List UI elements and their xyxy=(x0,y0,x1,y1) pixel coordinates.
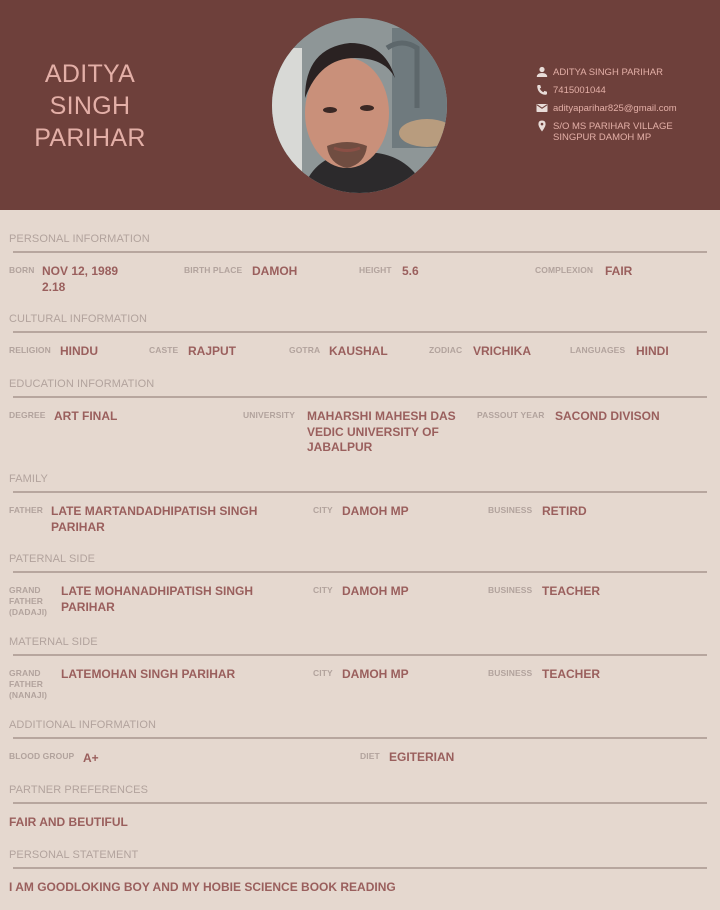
value-maternal-city: DAMOH MP xyxy=(342,667,409,681)
name-line-last: PARIHAR xyxy=(34,124,146,152)
contact-phone-row xyxy=(536,84,716,96)
value-religion: HINDU xyxy=(60,344,98,358)
contact-phone[interactable]: 7415001044 xyxy=(553,85,606,96)
label-gotra: GOTRA xyxy=(289,345,321,355)
university-line-3: JABALPUR xyxy=(307,440,373,454)
person-icon xyxy=(536,66,548,78)
label-religion: RELIGION xyxy=(9,345,51,355)
divider-cultural xyxy=(13,331,707,333)
label-complexion: COMPLEXION xyxy=(535,265,594,275)
profile-photo xyxy=(272,18,447,193)
value-family-business: RETIRD xyxy=(542,504,587,518)
father-line-1: LATE MARTANDADHIPATISH SINGH xyxy=(51,504,258,518)
section-title-maternal: MATERNAL SIDE xyxy=(9,636,98,648)
value-height: 5.6 xyxy=(402,264,419,278)
label-family-city: CITY xyxy=(313,505,333,515)
paternal-label-line-2: FATHER xyxy=(9,596,43,606)
paternal-label-line-3: (DADAJI) xyxy=(9,607,48,617)
label-birth-place: BIRTH PLACE xyxy=(184,265,243,275)
label-zodiac: ZODIAC xyxy=(429,345,463,355)
label-blood-group: BLOOD GROUP xyxy=(9,751,75,761)
section-title-cultural: CULTURAL INFORMATION xyxy=(9,313,148,325)
value-born xyxy=(42,264,118,295)
profile-photo-illustration xyxy=(272,18,447,193)
label-caste: CASTE xyxy=(149,345,179,355)
value-paternal-business: TEACHER xyxy=(542,584,601,598)
paternal-gf-line-1: LATE MOHANADHIPATISH SINGH xyxy=(61,584,253,598)
divider-family xyxy=(13,491,707,493)
value-gotra: KAUSHAL xyxy=(329,344,388,358)
label-height: HEIGHT xyxy=(359,265,392,275)
university-line-2: VEDIC UNIVERSITY OF xyxy=(307,424,439,439)
section-title-personal: PERSONAL INFORMATION xyxy=(9,233,150,245)
divider-partner xyxy=(13,802,707,804)
divider-additional xyxy=(13,737,707,739)
value-university xyxy=(307,409,456,456)
maternal-label-line-3: (NANAJI) xyxy=(9,690,48,700)
label-born: BORN xyxy=(9,265,35,275)
contact-name-row xyxy=(536,66,716,78)
maternal-label-line-1: GRAND xyxy=(9,668,41,678)
divider-paternal xyxy=(13,571,707,573)
contact-email[interactable]: adityaparihar825@gmail.com xyxy=(553,103,677,114)
value-father xyxy=(51,504,257,535)
maternal-label-line-2: FATHER xyxy=(9,679,43,689)
value-birth-place: DAMOH xyxy=(252,264,298,278)
address-line-1: S/O MS PARIHAR VILLAGE xyxy=(553,121,673,132)
section-title-family: FAMILY xyxy=(9,473,48,485)
location-pin-icon xyxy=(536,120,548,132)
value-languages: HINDI xyxy=(636,344,669,358)
value-passout-year: SACOND DIVISON xyxy=(555,409,660,423)
value-caste: RAJPUT xyxy=(188,344,237,358)
contact-info xyxy=(536,66,716,149)
divider-statement xyxy=(13,867,707,869)
label-paternal-city: CITY xyxy=(313,585,333,595)
label-maternal-city: CITY xyxy=(313,668,333,678)
label-paternal-grandfather xyxy=(9,585,47,618)
value-paternal-grandfather xyxy=(61,584,253,615)
value-personal-statement: I AM GOODLOKING BOY AND MY HOBIE SCIENCE BOOK READING xyxy=(9,880,396,894)
paternal-label-line-1: GRAND xyxy=(9,585,41,595)
value-partner-preferences: FAIR AND BEUTIFUL xyxy=(9,815,128,829)
paternal-gf-line-2: PARIHAR xyxy=(61,599,115,614)
divider-maternal xyxy=(13,654,707,656)
label-languages: LANGUAGES xyxy=(570,345,626,355)
section-title-statement: PERSONAL STATEMENT xyxy=(9,849,139,861)
value-maternal-grandfather: LATEMOHAN SINGH PARIHAR xyxy=(61,667,236,681)
name-line-middle: SINGH xyxy=(49,92,131,120)
value-paternal-city: DAMOH MP xyxy=(342,584,409,598)
label-degree: DEGREE xyxy=(9,410,46,420)
value-family-city: DAMOH MP xyxy=(342,504,409,518)
section-title-paternal: PATERNAL SIDE xyxy=(9,553,96,565)
label-paternal-business: BUSINESS xyxy=(488,585,533,595)
section-title-additional: ADDITIONAL INFORMATION xyxy=(9,719,157,731)
label-father: FATHER xyxy=(9,505,43,515)
profile-header xyxy=(0,0,720,210)
section-title-education: EDUCATION INFORMATION xyxy=(9,378,155,390)
born-date: NOV 12, 1989 xyxy=(42,264,119,278)
divider-personal xyxy=(13,251,707,253)
value-zodiac: VRICHIKA xyxy=(473,344,532,358)
contact-address xyxy=(553,120,673,143)
name-line-first: ADITYA xyxy=(44,60,136,88)
born-time: 2.18 xyxy=(42,279,66,294)
label-family-business: BUSINESS xyxy=(488,505,533,515)
university-line-1: MAHARSHI MAHESH DAS xyxy=(307,409,456,423)
contact-name: ADITYA SINGH PARIHAR xyxy=(553,67,663,78)
value-blood-group: A+ xyxy=(83,751,99,765)
contact-address-row xyxy=(536,120,716,143)
value-diet: EGITERIAN xyxy=(389,750,455,764)
label-maternal-grandfather xyxy=(9,668,47,701)
value-complexion: FAIR xyxy=(605,264,633,278)
label-maternal-business: BUSINESS xyxy=(488,668,533,678)
label-passout-year: PASSOUT YEAR xyxy=(477,410,545,420)
contact-email-row xyxy=(536,102,716,114)
label-university: UNIVERSITY xyxy=(243,410,296,420)
value-maternal-business: TEACHER xyxy=(542,667,601,681)
address-line-2: SINGPUR DAMOH MP xyxy=(553,132,652,143)
father-line-2: PARIHAR xyxy=(51,519,105,534)
divider-education xyxy=(13,396,707,398)
email-icon xyxy=(536,102,548,114)
phone-icon xyxy=(536,84,548,96)
section-title-partner: PARTNER PREFERENCES xyxy=(9,784,149,796)
candidate-name xyxy=(20,58,160,154)
label-diet: DIET xyxy=(360,751,380,761)
value-degree: ART FINAL xyxy=(54,409,118,423)
